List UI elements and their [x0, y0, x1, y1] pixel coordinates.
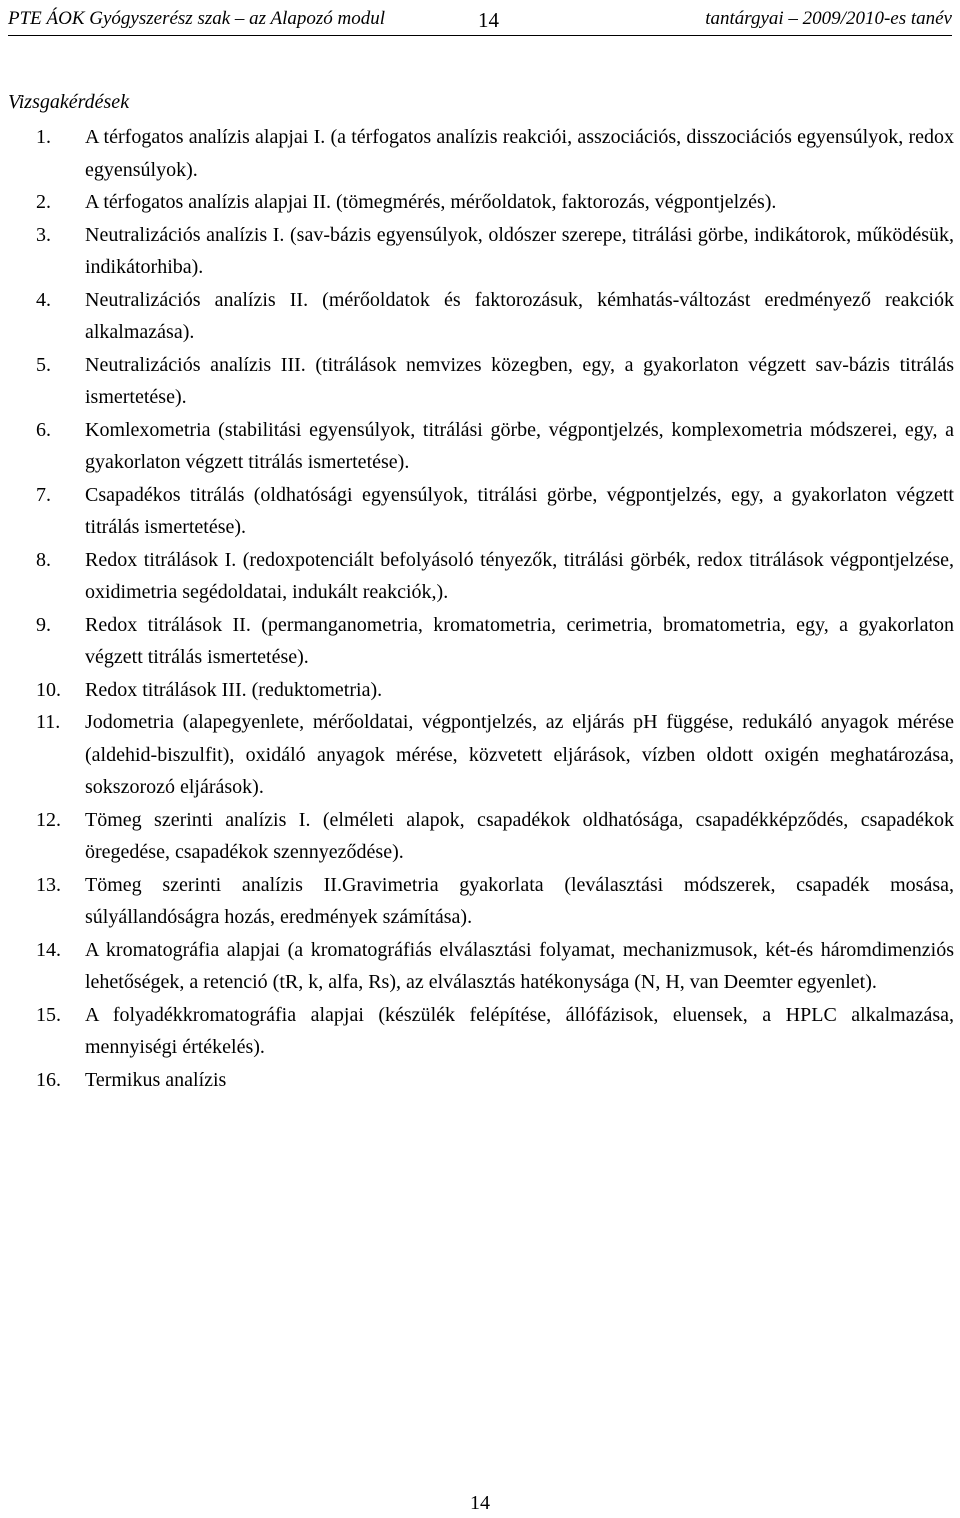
question-number: 14. [36, 938, 61, 961]
question-text: A térfogatos analízis alapjai I. (a térfogatos analízis reakciói, asszociációs, disszociációs egyensúlyok, redox egyensúlyok). [85, 126, 954, 181]
question-number: 5. [36, 353, 51, 376]
question-text: Redox titrálások III. (reduktometria). [85, 678, 383, 701]
page-header [8, 4, 952, 34]
section-title: Vizsgakérdések [8, 91, 130, 113]
question-number: 4. [36, 288, 51, 311]
question-number: 10. [36, 678, 61, 701]
footer-page-number: 14 [470, 1492, 490, 1514]
question-item [36, 349, 954, 414]
question-item [36, 544, 954, 609]
question-item [36, 414, 954, 479]
question-number: 2. [36, 191, 51, 213]
question-text: Redox titrálások II. (permanganometria, kromatometria, cerimetria, bromatometria, egy, a gyakorlaton végzett titrálás ismertetése). [85, 613, 954, 668]
question-text: Termikus analízis [85, 1068, 227, 1091]
question-text: Neutralizációs analízis III. (titrálások nemvizes közegben, egy, a gyakorlaton végzett sav-bázis titrálás ismertetése). [85, 353, 954, 408]
question-text: Neutralizációs analízis I. (sav-bázis egyensúlyok, oldószer szerepe, titrálási görbe, indikátorok, működésük, indikátorhiba). [85, 223, 954, 278]
question-item [36, 804, 954, 869]
question-text: Csapadékos titrálás (oldhatósági egyensúlyok, titrálási görbe, végpontjelzés, egy, a gyakorlaton végzett titrálás ismertetése). [85, 483, 954, 538]
header-page-number: 14 [478, 8, 499, 32]
question-item [36, 706, 954, 804]
question-number: 8. [36, 548, 51, 571]
header-course-title: PTE ÁOK Gyógyszerész szak – az Alapozó modul [8, 8, 386, 29]
question-number: 13. [36, 873, 61, 896]
question-text: Komlexometria (stabilitási egyensúlyok, titrálási görbe, végpontjelzés, komplexometria módszerei, egy, a gyakorlaton végzett titrálás ismertetése). [85, 418, 954, 473]
question-number: 15. [36, 1003, 61, 1026]
question-text: Jodometria (alapegyenlete, mérőoldatai, végpontjelzés, az eljárás pH függése, redukáló anyagok mérése (aldehid-biszulfit), oxidáló anyagok mérése, közvetett eljárások, vízben oldott oxigén meghatározása, sokszorozó eljárások). [85, 711, 954, 798]
question-text: Tömeg szerinti analízis II.Gravimetria gyakorlata (leválasztási módszerek, csapadék mosása, súlyállandóságra hozás, eredmények számítása). [85, 873, 954, 928]
question-text: Tömeg szerinti analízis I. (elméleti alapok, csapadékok oldhatósága, csapadékképződés, csapadékok öregedése, csapadékok szennyeződése). [85, 808, 954, 863]
question-item [36, 284, 954, 349]
question-number: 7. [36, 483, 51, 506]
question-item [36, 934, 954, 999]
question-number: 1. [36, 126, 51, 148]
question-item [36, 186, 954, 219]
exam-question-list [36, 121, 954, 1096]
question-text: A kromatográfia alapjai (a kromatográfiás elválasztási folyamat, mechanizmusok, két-és háromdimenziós lehetőségek, a retenció (tR, k, alfa, Rs), az elválasztás hatékonysága (N, H, van Deemter egyenlet). [85, 938, 954, 993]
question-item [36, 674, 954, 707]
question-text: A folyadékkromatográfia alapjai (készülék felépítése, állófázisok, eluensek, a HPLC alkalmazása, mennyiségi értékelés). [85, 1003, 954, 1058]
question-item [36, 609, 954, 674]
question-item [36, 121, 954, 186]
question-number: 16. [36, 1068, 61, 1091]
question-text: A térfogatos analízis alapjai II. (tömegmérés, mérőoldatok, faktorozás, végpontjelzés). [85, 191, 777, 213]
question-item [36, 219, 954, 284]
question-number: 6. [36, 418, 51, 441]
question-text: Redox titrálások I. (redoxpotenciált befolyásoló tényezők, titrálási görbék, redox titrálások végpontjelzése, oxidimetria segédoldatai, indukált reakciók,). [85, 548, 954, 603]
question-item [36, 869, 954, 934]
question-number: 9. [36, 613, 51, 636]
question-item [36, 1064, 954, 1097]
header-divider [8, 35, 952, 36]
header-academic-year: tantárgyai – 2009/2010-es tanév [705, 8, 952, 29]
question-text: Neutralizációs analízis II. (mérőoldatok és faktorozásuk, kémhatás-változást eredményező reakciók alkalmazása). [85, 288, 954, 343]
question-number: 3. [36, 223, 51, 246]
question-number: 12. [36, 808, 61, 831]
question-item [36, 999, 954, 1064]
question-number: 11. [36, 711, 61, 733]
question-item [36, 479, 954, 544]
